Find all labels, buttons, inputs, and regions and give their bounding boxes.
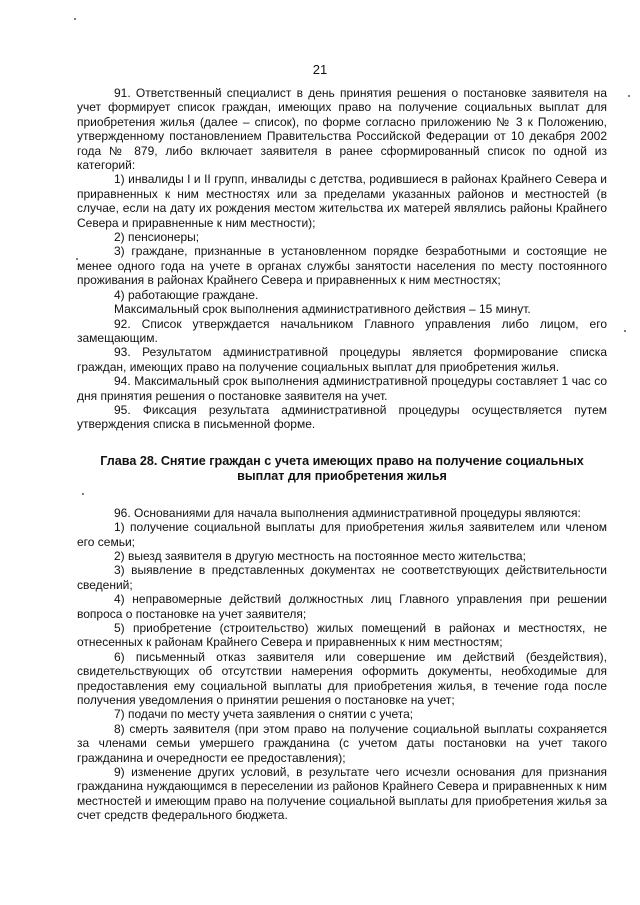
scan-speck <box>628 95 630 97</box>
ground-4: 4) неправомерные действий должностных лиц Главного управления при решении вопроса о постановке на учет заявителя; <box>77 592 607 621</box>
category-1: 1) инвалиды I и II групп, инвалиды с детства, родившиеся в районах Крайнего Севера и приравненных к ним местностях или за пределами указанных районов и местностей (в случае, если на дату их рождения местом жительства их матерей являлись районы Крайнего Севера и приравненные к ним местности); <box>77 172 607 230</box>
ground-3: 3) выявление в представленных документах не соответствующих действительности сведений; <box>77 563 607 592</box>
ground-8: 8) смерть заявителя (при этом право на получение социальной выплаты сохраняется за членами семьи умершего гражданина (с учетом даты постановки на учет такого гражданина и очередности ее предоставления); <box>77 721 607 765</box>
paragraph-96: 96. Основаниями для начала выполнения административной процедуры являются: <box>114 505 581 520</box>
page-number: 21 <box>312 62 328 77</box>
paragraph-95: 95. Фиксация результата административной процедуры осуществляется путем утверждения списка в письменной форме. <box>77 402 607 432</box>
document-body <box>77 86 607 823</box>
category-3: 3) граждане, признанные в установленном порядке безработными и состоящие не менее одного года на учете в органах службы занятости населения по месту постоянного проживания в районах Крайнего Севера и приравненных к ним местностях; <box>77 244 607 288</box>
ground-1: 1) получение социальной выплаты для приобретения жилья заявителем или членом его семьи; <box>77 520 607 549</box>
paragraph-94: 94. Максимальный срок выполнения административной процедуры составляет 1 час со дня принятия решения о постановке заявителя на учет. <box>77 374 607 403</box>
ground-9: 9) изменение других условий, в результате чего исчезли основания для признания гражданина нуждающимся в переселении из районов Крайнего Севера и приравненных к ним местностей и имеющим право на получение социальной выплаты для приобретения жилья за счет средств федерального бюджета. <box>77 765 607 823</box>
ground-6: 6) письменный отказ заявителя или совершение им действий (бездействия), свидетельствующих об отсутствии намерения оформить документы, необходимые для предоставления ему социальной выплаты для приобретения жилья, в течение года после получения уведомления о принятии решения о постановке на учет; <box>77 649 607 708</box>
max-duration-note: Максимальный срок выполнения административного действия – 15 минут. <box>114 302 531 317</box>
category-4: 4) работающие граждане. <box>114 287 259 302</box>
chapter-heading: Глава 28. Снятие граждан с учета имеющих право на получение социальных выплат для приобретения жилья <box>100 453 584 483</box>
paragraph-92: 92. Список утверждается начальником Главного управления либо лицом, его замещающим. <box>77 316 607 345</box>
ground-7: 7) подачи по месту учета заявления о снятии с учета; <box>114 707 414 722</box>
paragraph-93: 93. Результатом административной процедуры является формирование списка граждан, имеющих право на получение социальных выплат для приобретения жилья. <box>77 345 607 374</box>
scan-speck <box>74 18 76 20</box>
scan-speck <box>624 330 626 332</box>
ground-2: 2) выезд заявителя в другую местность на постоянное место жительства; <box>114 548 526 563</box>
ground-5: 5) приобретение (строительство) жилых помещений в районах и местностях, не отнесенных к районам Крайнего Севера и приравненных к ним местностям; <box>77 621 607 650</box>
paragraph-91: 91. Ответственный специалист в день принятия решения о постановке заявителя на учет формирует список граждан, имеющих право на получение социальных выплат для приобретения жилья (далее – список), по форме согласно приложению № 3 к Положению, утвержденному постановлением Правительства Российской Федерации от 10 декабря 2002 года № 879, либо включает заявителя в ранее сформированный список по одной из категорий: <box>77 86 607 173</box>
category-2: 2) пенсионеры; <box>114 230 200 245</box>
